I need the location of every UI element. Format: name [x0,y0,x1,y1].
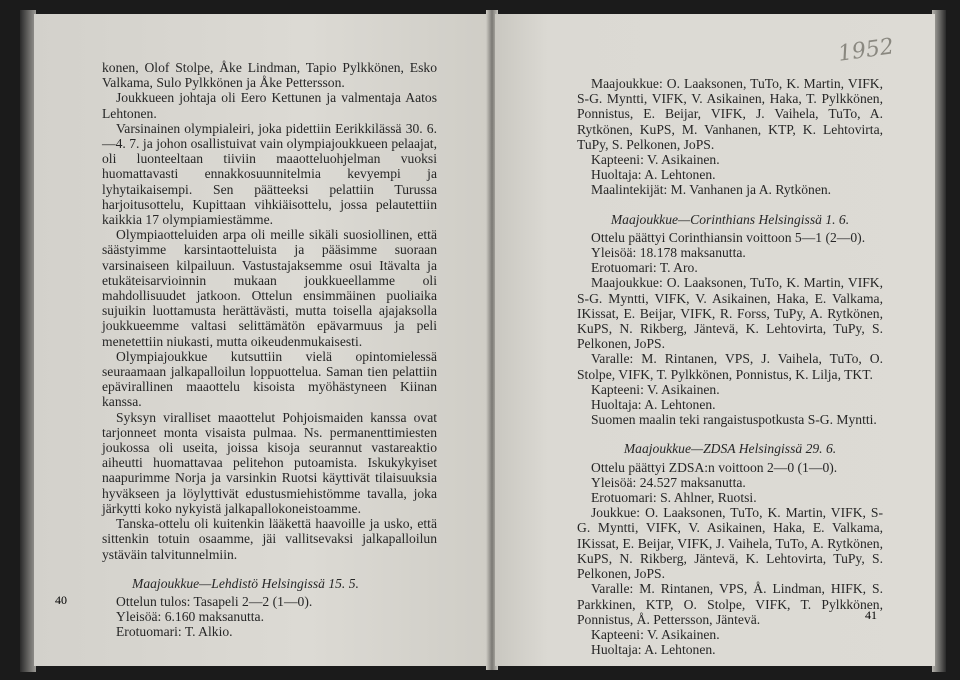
paragraph: Joukkueen johtaja oli Eero Kettunen ja valmentaja Aatos Lehtonen. [102,90,437,121]
paragraph: Varsinainen olympialeiri, joka pidettiin Eerikkilässä 30. 6.—4. 7. ja johon osallistuivat vain olympiajoukkueen pelaajat, oli luonteeltaan tiiviin maaotteluohjelman vuoksi huomattavasti ennakkosuunnitelmia kevyempi ja lyhytaikaisempi. Sen päätteeksi pelattiin Turussa harjoitusottelu, Kupittaan vihkiäisottelu, jossa pelautettiin kaikkia 17 olympiamiestämme. [102,120,437,228]
match-line: Kapteeni: V. Asikainen. [591,381,720,397]
match-heading: Maajoukkue—Lehdistö Helsingissä 15. 5. [132,575,359,591]
page-number: 40 [55,593,67,607]
match-line: Suomen maalin teki rangaistuspotkusta S-G. Myntti. [591,412,877,428]
match-line: Varalle: M. Rintanen, VPS, Å. Lindman, HIFK, S. Parkkinen, KTP, O. Stolpe, VIFK, T. Pylkkönen, Ponnistus, Å. Pettersson, Jäntevä. [577,581,883,627]
right-page [495,14,935,666]
match-line: Kapteeni: V. Asikainen. [591,626,720,642]
paragraph: konen, Olof Stolpe, Åke Lindman, Tapio Pylkkönen, Esko Valkama, Sulo Pylkkönen ja Åke Pettersson. [102,60,437,91]
match-line: Erotuomari: T. Alkio. [116,624,233,640]
match-line: Joukkue: O. Laaksonen, TuTo, K. Martin, VIFK, S-G. Myntti, VIFK, V. Asikainen, Haka, E. Valkama, IKissat, E. Beijar, VIFK, J. Vaihela, TuTo, A. Rytkönen, KuPS, N. Rikberg, Jäntevä, K. Lehtovirta, TuPy, S. Pelkonen, JoPS. [577,505,883,582]
match-line: Varalle: M. Rintanen, VPS, J. Vaihela, TuTo, O. Stolpe, VIFK, T. Pylkkönen, Ponnistus, K. Lilja, TKT. [577,351,883,382]
handwritten-year: 1952 [836,34,896,67]
lineup: Maajoukkue: O. Laaksonen, TuTo, K. Martin, VIFK, S-G. Myntti, VIFK, V. Asikainen, Haka, T. Pylkkönen, Ponnistus, E. Beijar, VIFK, J. Vaihela, TuTo, A. Rytkönen, KuPS, M. Vanhanen, KTP, K. Lehtovirta, TuPy, S. Pelkonen, JoPS. [577,76,883,152]
match-heading: Maajoukkue—ZDSA Helsingissä 29. 6. [623,441,837,457]
captain: Kapteeni: V. Asikainen. [591,152,720,168]
match-line: Huoltaja: A. Lehtonen. [591,397,716,413]
match-heading: Maajoukkue—Corinthians Helsingissä 1. 6. [610,211,850,227]
paragraph: Tanska-ottelu oli kuitenkin lääkettä haavoille ja usko, että sittenkin totuin osaamme, jäi vallitsevaksi jalkapalloilun ystäväin talvitunnelmiin. [102,516,437,562]
match-line: Ottelu päättyi Corinthiansin voittoon 5—1 (2—0). [591,229,866,245]
match-line: Yleisöä: 18.178 maksanutta. [591,245,746,261]
left-page [34,14,489,666]
match-line: Erotuomari: S. Ahlner, Ruotsi. [591,490,757,506]
paragraph: Olympiaotteluiden arpa oli meille sikäli suosiollinen, että säästyimme karsintaotteluista ja pääsimme suoraan varsinaiseen kilpailuun. Vastustajaksemme osui Itävalta ja etukäteisarvioinnin mukaan joukkueellamme oli mahdollisuudet jatkoon. Ottelun ensimmäinen puoliaika sujuikin luottamusta herättävästi, mutta toisella ajajaksolla joukkueemme valtasi selittämätön epävarmuus ja peli menetettiin niukasti, mutta oikeudenmukaisesti. [102,227,437,349]
match-line: Huoltaja: A. Lehtonen. [591,642,716,658]
match-line: Ottelu päättyi ZDSA:n voittoon 2—0 (1—0). [591,459,838,475]
scorers: Maalintekijät: M. Vanhanen ja A. Rytkönen. [591,182,832,198]
match-line: Yleisöä: 6.160 maksanutta. [116,609,264,625]
page-number: 41 [865,608,877,622]
match-line: Erotuomari: T. Aro. [591,260,698,276]
match-line: Maajoukkue: O. Laaksonen, TuTo, K. Martin, VIFK, S-G. Myntti, VIFK, V. Asikainen, Haka, E. Valkama, IKissat, E. Beijar, VIFK, R. Forss, TuPy, A. Rytkönen, KuPS, N. Rikberg, Jäntevä, K. Lehtovirta, TuPy, S. Pelkonen, JoPS. [577,275,883,352]
paragraph: Olympiajoukkue kutsuttiin vielä opintomielessä seuraamaan jalkapalloilun loppuottelua. Saman tien pelattiin epävirallinen maaottelu kisoista myöhästyneen Kiinan kanssa. [102,348,437,410]
match-line: Yleisöä: 24.527 maksanutta. [591,474,746,490]
manager: Huoltaja: A. Lehtonen. [591,167,716,183]
match-line: Ottelun tulos: Tasapeli 2—2 (1—0). [116,593,313,609]
paragraph: Syksyn viralliset maaottelut Pohjoismaiden kanssa ovat tarjonneet monta visaista pulmaa. Ns. permanenttimiesten joukossa oli useita, joissa kisoja seurannut vastareaktio aiheutti huomattavaa pelitehon putoamista. Iskukykyiset naapurimme Norja ja varsinkin Ruotsi käyttivät tilaisuuksia hyväkseen ja löylyttivät edustusmiehistömme tavalla, joka järkytti koko nykyistä jalkapallokoneistoamme. [102,409,437,516]
